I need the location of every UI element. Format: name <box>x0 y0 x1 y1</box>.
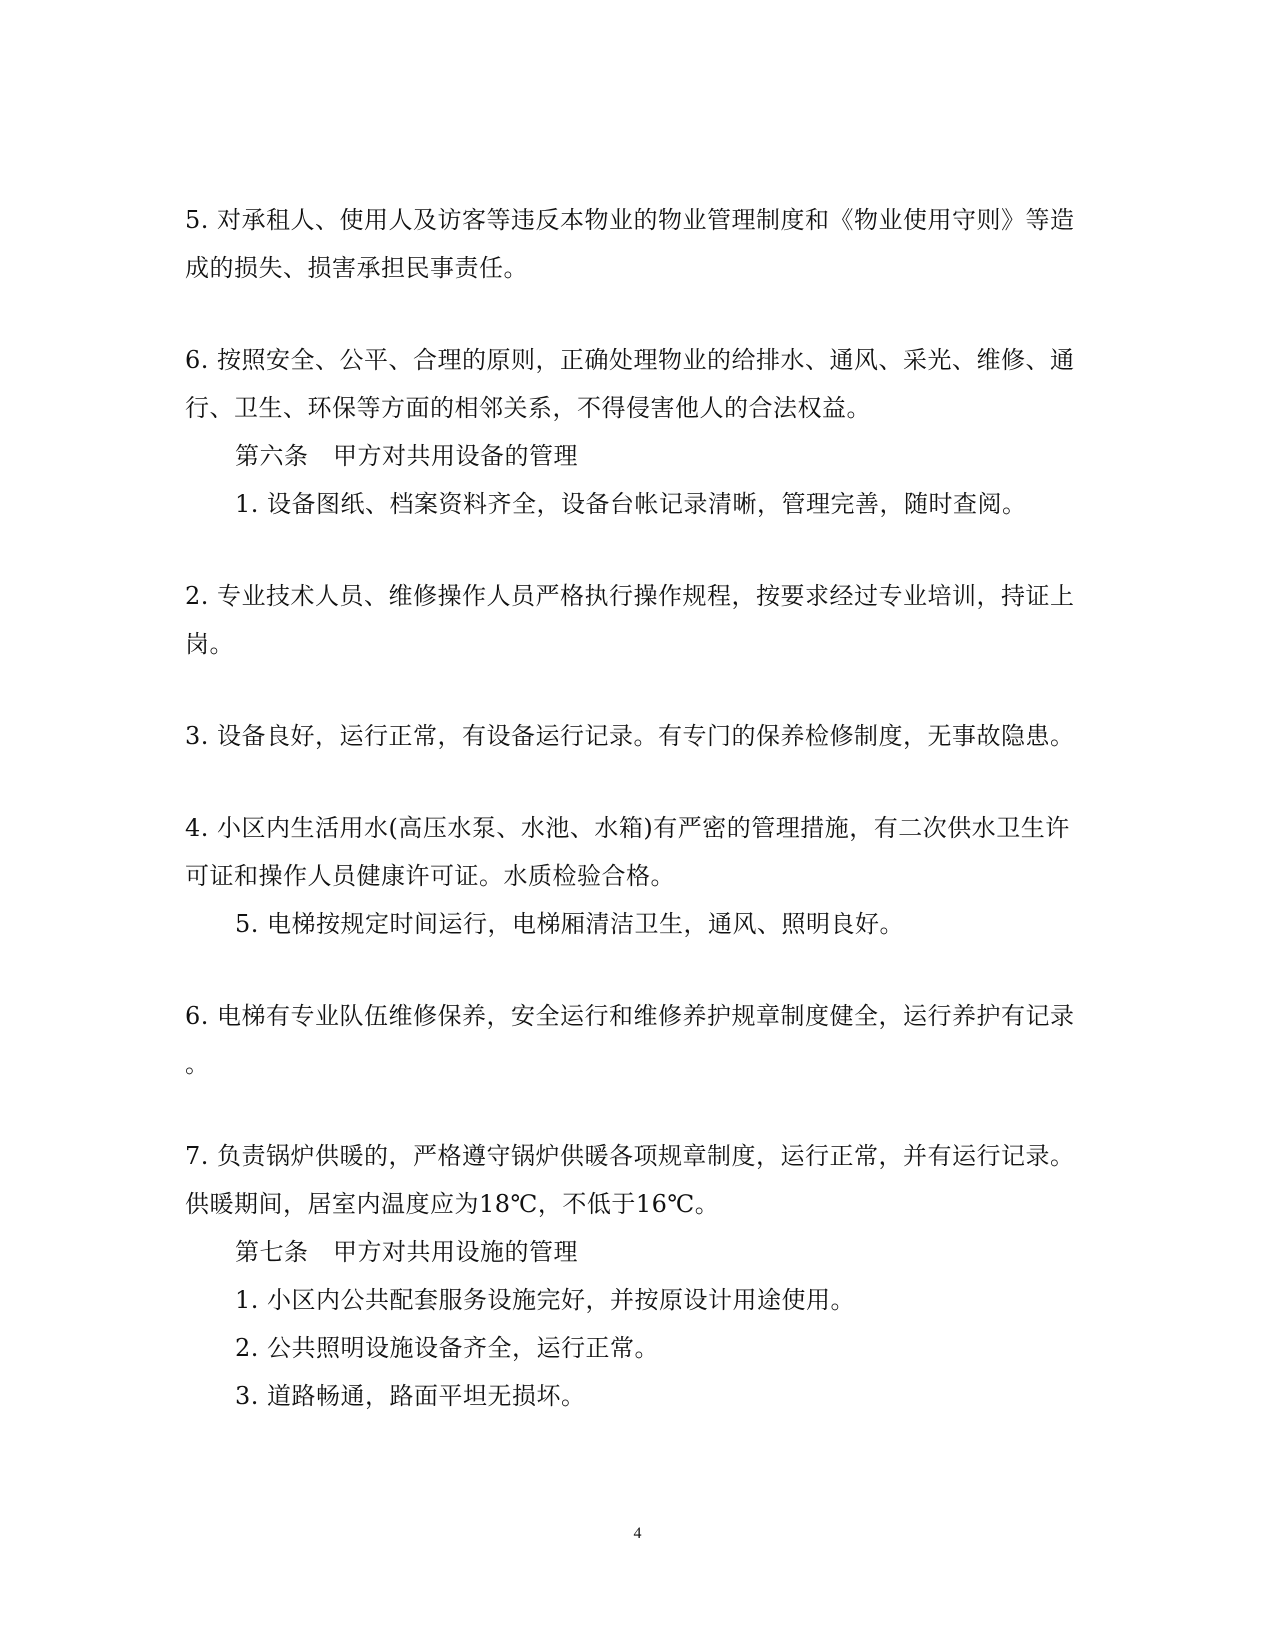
text-line: 4. 小区内生活用水(高压水泵、水池、水箱)有严密的管理措施，有二次供水卫生许 <box>185 814 1070 842</box>
text-line: 行、卫生、环保等方面的相邻关系，不得侵害他人的合法权益。 <box>185 394 871 422</box>
text-line: 可证和操作人员健康许可证。水质检验合格。 <box>185 862 675 890</box>
text-line: 。 <box>185 1050 210 1078</box>
text-line: 岗。 <box>185 630 234 658</box>
text-line: 供暖期间，居室内温度应为18℃，不低于16℃。 <box>185 1190 720 1218</box>
text-line: 6. 按照安全、公平、合理的原则，正确处理物业的给排水、通风、采光、维修、通 <box>185 346 1075 374</box>
text-line: 1. 设备图纸、档案资料齐全，设备台帐记录清晰，管理完善，随时查阅。 <box>235 490 1027 518</box>
text-line: 5. 电梯按规定时间运行，电梯厢清洁卫生，通风、照明良好。 <box>235 910 905 938</box>
text-line: 5. 对承租人、使用人及访客等违反本物业的物业管理制度和《物业使用守则》等造 <box>185 206 1075 234</box>
text-line: 2. 公共照明设施设备齐全，运行正常。 <box>235 1334 660 1362</box>
page-number: 4 <box>633 1525 642 1542</box>
section-heading: 第七条 甲方对共用设施的管理 <box>235 1238 578 1266</box>
section-heading: 第六条 甲方对共用设备的管理 <box>235 442 578 470</box>
text-line: 1. 小区内公共配套服务设施完好，并按原设计用途使用。 <box>235 1286 856 1314</box>
text-line: 7. 负责锅炉供暖的，严格遵守锅炉供暖各项规章制度，运行正常，并有运行记录。 <box>185 1142 1075 1170</box>
text-line: 3. 道路畅通，路面平坦无损坏。 <box>235 1382 586 1410</box>
text-line: 2. 专业技术人员、维修操作人员严格执行操作规程，按要求经过专业培训，持证上 <box>185 582 1075 610</box>
text-line: 3. 设备良好，运行正常，有设备运行记录。有专门的保养检修制度，无事故隐患。 <box>185 722 1075 750</box>
text-line: 6. 电梯有专业队伍维修保养，安全运行和维修养护规章制度健全，运行养护有记录 <box>185 1002 1075 1030</box>
text-line: 成的损失、损害承担民事责任。 <box>185 254 528 282</box>
